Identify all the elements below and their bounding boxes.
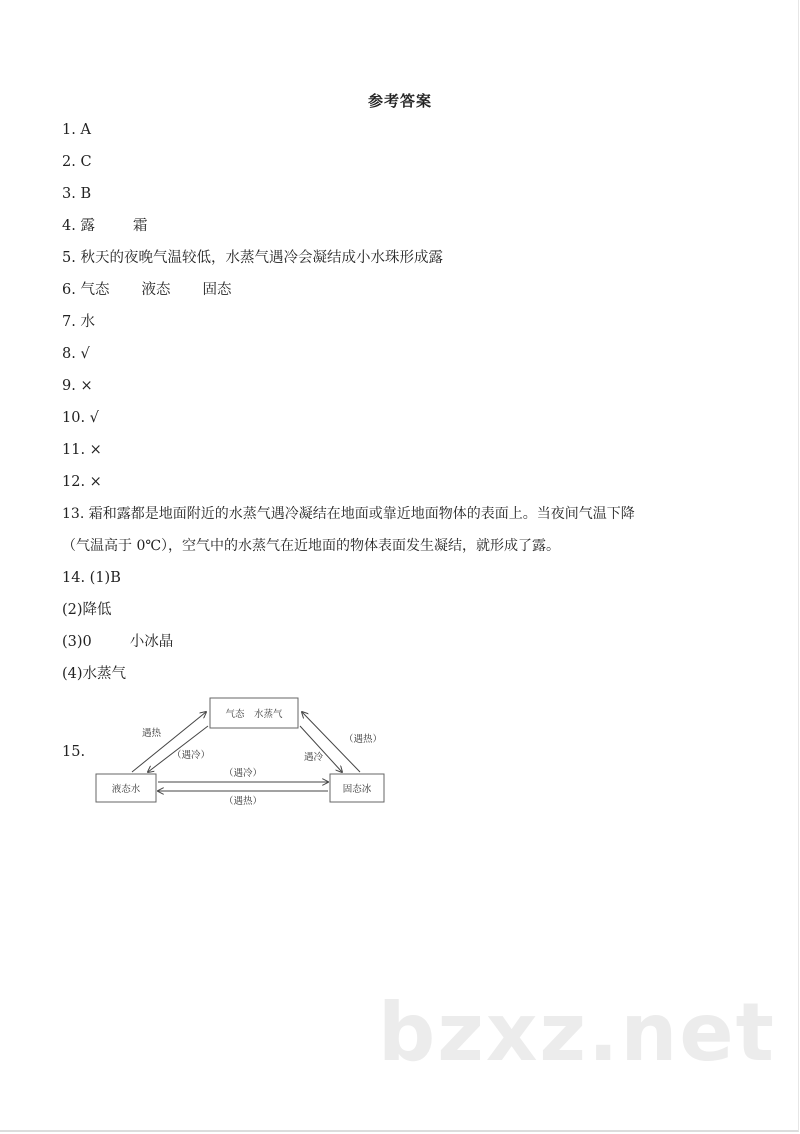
answer-6-value-1: 气态 [80,282,110,298]
water-state-diagram [92,694,392,806]
answer-14-part-1: 14. (1)B [62,570,121,586]
answer-9: 9. × [62,378,93,394]
solid-state-label: 固态冰 [342,784,372,795]
answer-12: 12. × [62,474,102,490]
answer-4-value-2: 霜 [132,218,148,234]
answer-6-value-2: 液态 [141,282,171,298]
answer-14-part-4: (4)水蒸气 [62,666,127,682]
gas-state-label: 气态 水蒸气 [225,709,283,720]
cold-bottom-label: （遇冷） [224,768,263,779]
answer-7: 7. 水 [62,314,95,330]
answer-4-number: 4. [62,218,76,234]
answer-14-part-3-value: 小冰晶 [129,634,174,650]
liquid-state-label: 液态水 [111,784,141,795]
heat-right-label: （遇热） [344,734,383,745]
answer-8: 8. √ [62,346,90,362]
cold-right-label: 遇冷 [304,752,324,763]
answer-4-value-1: 露 [80,218,95,234]
answer-6-value-3: 固态 [202,282,232,298]
cold-left-label: （遇冷） [172,750,211,761]
answer-5: 5. 秋天的夜晚气温较低，水蒸气遇冷会凝结成小水珠形成露 [62,250,443,266]
answer-6 [62,280,231,300]
answer-13-line-1: 13. 霜和露都是地面附近的水蒸气遇冷凝结在地面或靠近地面物体的表面上。当夜间气温下降 [62,506,635,522]
page-title: 参考答案 [367,92,432,110]
watermark: bzxz.net [378,986,776,1079]
answer-13-line-2: （气温高于 0℃），空气中的水蒸气在近地面的物体表面发生凝结，就形成了露。 [62,538,561,554]
answer-11: 11. × [62,442,102,458]
answer-14-part-2: (2)降低 [62,602,112,618]
answer-6-number: 6. [62,282,76,298]
answer-4 [62,216,147,236]
heat-bottom-label: （遇热） [224,796,263,806]
heat-left-label: 遇热 [142,728,162,739]
answer-2: 2. C [62,154,92,170]
answer-10: 10. √ [62,410,99,426]
answer-1: 1. A [62,122,91,138]
answer-14-part-3 [62,632,173,652]
gas-to-solid-arrow [300,726,342,772]
answer-3: 3. B [62,186,92,202]
liquid-to-gas-arrow [132,712,206,772]
answer-14-part-3-number: (3)0 [62,634,92,650]
answer-15-number: 15. [62,744,86,760]
